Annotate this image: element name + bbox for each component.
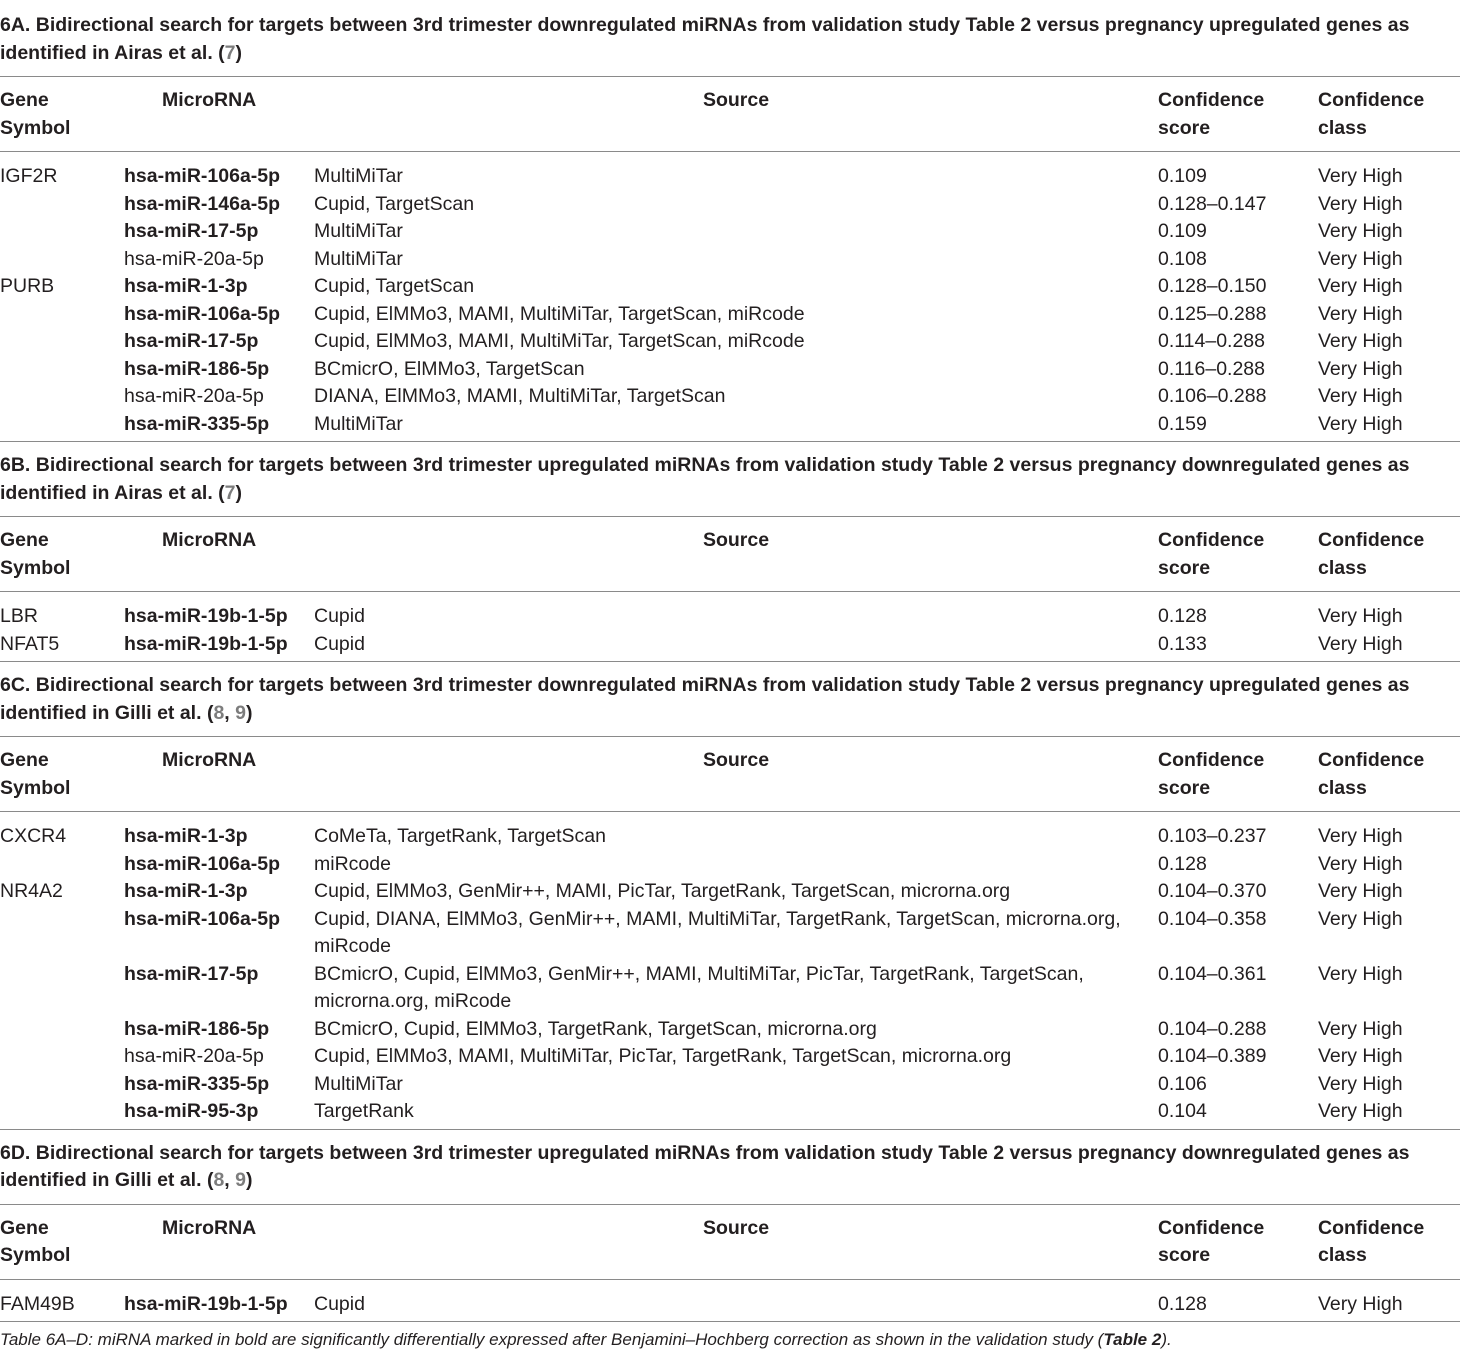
table-row — [0, 328, 1460, 356]
confidence-score-cell: 0.114–0.288 — [1158, 330, 1265, 352]
gene-symbol-cell — [0, 191, 124, 219]
source-header: Source — [702, 89, 770, 111]
table-row — [0, 592, 1460, 631]
results-table — [0, 77, 1460, 441]
source-cell: miRcode — [314, 852, 391, 875]
section-6d — [0, 1130, 1460, 1323]
header-row — [0, 1205, 1460, 1280]
confidence-score-cell: 0.128 — [1158, 852, 1207, 875]
section-title — [0, 1130, 1460, 1205]
reference-link[interactable]: 8 — [213, 1169, 225, 1191]
confidence-score-cell: 0.109 — [1158, 165, 1207, 187]
gene-symbol-cell: PURB — [0, 275, 55, 297]
confidence-class-header: Confidence class — [1318, 89, 1425, 139]
footnote-text: Table 6A–D: miRNA marked in bold are significantly differentially expressed after Benjamini–Hochberg correction as shown in the validation study ( — [0, 1330, 1104, 1349]
confidence-class-cell: Very High — [1318, 1017, 1403, 1040]
microrna-cell: hsa-miR-186-5p — [124, 357, 270, 380]
table-row — [0, 191, 1460, 219]
header-row — [0, 737, 1460, 812]
confidence-class-cell: Very High — [1318, 1072, 1403, 1095]
microrna-cell: hsa-miR-106a-5p — [124, 907, 281, 930]
confidence-score-cell: 0.125–0.288 — [1158, 302, 1267, 325]
source-cell: MultiMiTar — [314, 1072, 403, 1095]
table-row — [0, 411, 1460, 442]
reference-link[interactable]: 7 — [224, 41, 236, 64]
gene-symbol-cell — [0, 1071, 124, 1099]
title-text: ) — [235, 41, 243, 64]
confidence-score-cell: 0.106 — [1158, 1072, 1207, 1095]
confidence-class-header: Confidence class — [1318, 1216, 1425, 1266]
section-6b — [0, 442, 1460, 662]
results-table — [0, 737, 1460, 1129]
confidence-class-cell: Very High — [1318, 412, 1403, 435]
microrna-cell: hsa-miR-1-3p — [124, 880, 248, 902]
source-cell: Cupid, DIANA, ElMMo3, GenMir++, MAMI, MultiMiTar, TargetRank, TargetScan, microrna.org, miRcode — [314, 907, 1121, 957]
section-title — [0, 442, 1460, 517]
table-row — [0, 1071, 1460, 1099]
gene-symbol-cell: LBR — [0, 605, 38, 627]
table-row — [0, 152, 1460, 191]
confidence-class-cell: Very High — [1318, 220, 1403, 242]
confidence-class-cell: Very High — [1318, 880, 1403, 902]
confidence-class-cell: Very High — [1318, 605, 1403, 627]
results-table — [0, 1205, 1460, 1322]
microrna-cell: hsa-miR-17-5p — [124, 220, 259, 242]
source-header: Source — [702, 529, 770, 551]
source-cell: Cupid — [314, 632, 365, 655]
source-cell: BCmicrO, ElMMo3, TargetScan — [314, 357, 585, 380]
gene-symbol-cell — [0, 1098, 124, 1129]
gene-symbol-cell — [0, 246, 124, 274]
footnote-end: ). — [1161, 1330, 1172, 1349]
source-cell: BCmicrO, Cupid, ElMMo3, GenMir++, MAMI, MultiMiTar, PicTar, TargetRank, TargetScan, microrna.org, miRcode — [314, 962, 1084, 1012]
section-6a — [0, 0, 1460, 442]
confidence-class-cell: Very High — [1318, 825, 1403, 847]
confidence-class-cell: Very High — [1318, 165, 1403, 187]
confidence-score-cell: 0.159 — [1158, 412, 1207, 435]
reference-link[interactable]: 7 — [224, 481, 236, 504]
microrna-cell: hsa-miR-19b-1-5p — [124, 1292, 288, 1315]
gene-symbol-cell — [0, 301, 124, 329]
section-title — [0, 662, 1460, 737]
microrna-cell: hsa-miR-106a-5p — [124, 302, 281, 325]
source-cell: MultiMiTar — [314, 165, 403, 187]
source-header: Source — [702, 1216, 770, 1239]
confidence-class-cell: Very High — [1318, 385, 1403, 407]
confidence-score-cell: 0.104–0.288 — [1158, 1017, 1267, 1040]
table-row — [0, 812, 1460, 851]
microrna-cell: hsa-miR-106a-5p — [124, 852, 281, 875]
microrna-cell: hsa-miR-146a-5p — [124, 192, 281, 215]
source-cell: Cupid, ElMMo3, GenMir++, MAMI, PicTar, TargetRank, TargetScan, microrna.org — [314, 880, 1011, 902]
title-text: ) — [246, 701, 253, 724]
gene-symbol-cell — [0, 1043, 124, 1071]
title-text: , — [224, 1169, 236, 1191]
microrna-cell: hsa-miR-106a-5p — [124, 165, 281, 187]
confidence-score-cell: 0.104–0.389 — [1158, 1045, 1267, 1067]
table-row — [0, 273, 1460, 301]
confidence-score-cell: 0.104–0.370 — [1158, 880, 1267, 902]
source-cell: Cupid, ElMMo3, MAMI, MultiMiTar, TargetScan, miRcode — [314, 302, 805, 325]
title-text: ) — [235, 481, 243, 504]
source-cell: CoMeTa, TargetRank, TargetScan — [314, 825, 606, 847]
confidence-score-cell: 0.109 — [1158, 220, 1207, 242]
source-header: Source — [702, 749, 770, 771]
confidence-score-cell: 0.108 — [1158, 247, 1207, 270]
gene-symbol-cell: NR4A2 — [0, 880, 63, 902]
table-row — [0, 961, 1460, 1016]
gene-symbol-header: Gene Symbol — [0, 749, 71, 799]
source-cell: Cupid, ElMMo3, MAMI, MultiMiTar, PicTar, TargetRank, TargetScan, microrna.org — [314, 1045, 1012, 1067]
table-row — [0, 246, 1460, 274]
microrna-cell: hsa-miR-1-3p — [124, 825, 248, 847]
confidence-class-cell: Very High — [1318, 357, 1403, 380]
confidence-class-cell: Very High — [1318, 1292, 1403, 1315]
microrna-cell: hsa-miR-19b-1-5p — [124, 632, 288, 655]
confidence-class-cell: Very High — [1318, 302, 1403, 325]
table-row — [0, 383, 1460, 411]
reference-link[interactable]: 8 — [213, 701, 225, 724]
microrna-header: MicroRNA — [162, 89, 257, 111]
reference-link[interactable]: 9 — [235, 701, 246, 724]
source-cell: DIANA, ElMMo3, MAMI, MultiMiTar, TargetScan — [314, 385, 726, 407]
source-cell: BCmicrO, Cupid, ElMMo3, TargetRank, TargetScan, microrna.org — [314, 1017, 877, 1040]
section-title — [0, 0, 1460, 77]
confidence-class-cell: Very High — [1318, 852, 1403, 875]
source-cell: MultiMiTar — [314, 247, 403, 270]
results-table — [0, 517, 1460, 661]
gene-symbol-cell — [0, 411, 124, 442]
table-2-link[interactable]: Table 2 — [1103, 1330, 1162, 1349]
gene-symbol-cell — [0, 906, 124, 961]
microrna-cell: hsa-miR-95-3p — [124, 1100, 259, 1122]
microrna-header: MicroRNA — [162, 749, 257, 771]
gene-symbol-cell — [0, 1016, 124, 1044]
table-row — [0, 1098, 1460, 1129]
confidence-class-header: Confidence class — [1318, 749, 1425, 799]
gene-symbol-cell — [0, 851, 124, 879]
gene-symbol-cell: IGF2R — [0, 165, 58, 187]
table-row — [0, 1279, 1460, 1321]
title-text: , — [224, 701, 236, 724]
confidence-score-cell: 0.128 — [1158, 605, 1207, 627]
gene-symbol-cell — [0, 356, 124, 384]
confidence-class-cell: Very High — [1318, 632, 1403, 655]
confidence-score-header: Confidence score — [1158, 1216, 1265, 1266]
gene-symbol-cell — [0, 328, 124, 356]
confidence-class-cell: Very High — [1318, 192, 1403, 215]
microrna-cell: hsa-miR-20a-5p — [124, 385, 264, 407]
source-cell: TargetRank — [314, 1100, 414, 1122]
microrna-cell: hsa-miR-20a-5p — [124, 247, 264, 270]
table-row — [0, 631, 1460, 662]
source-cell: Cupid, TargetScan — [314, 275, 475, 297]
microrna-cell: hsa-miR-335-5p — [124, 412, 270, 435]
source-cell: MultiMiTar — [314, 220, 403, 242]
gene-symbol-header: Gene Symbol — [0, 1216, 71, 1266]
confidence-class-cell: Very High — [1318, 330, 1403, 352]
source-cell: Cupid — [314, 605, 365, 627]
table-row — [0, 906, 1460, 961]
confidence-class-cell: Very High — [1318, 962, 1403, 985]
gene-symbol-cell — [0, 961, 124, 1016]
confidence-class-cell: Very High — [1318, 1045, 1403, 1067]
microrna-cell: hsa-miR-17-5p — [124, 962, 259, 985]
microrna-cell: hsa-miR-19b-1-5p — [124, 605, 288, 627]
confidence-class-cell: Very High — [1318, 907, 1403, 930]
source-cell: Cupid, ElMMo3, MAMI, MultiMiTar, TargetScan, miRcode — [314, 330, 805, 352]
confidence-score-header: Confidence score — [1158, 89, 1265, 139]
source-cell: MultiMiTar — [314, 412, 403, 435]
confidence-score-cell: 0.103–0.237 — [1158, 825, 1267, 847]
title-text: ) — [246, 1169, 253, 1191]
header-row — [0, 77, 1460, 152]
confidence-score-cell: 0.106–0.288 — [1158, 385, 1267, 407]
table-footnote — [0, 1322, 1460, 1352]
header-row — [0, 517, 1460, 592]
gene-symbol-cell: NFAT5 — [0, 632, 60, 655]
confidence-class-cell: Very High — [1318, 1100, 1403, 1122]
confidence-score-header: Confidence score — [1158, 749, 1265, 799]
source-cell: Cupid, TargetScan — [314, 192, 475, 215]
table-row — [0, 1043, 1460, 1071]
title-text: 6C. Bidirectional search for targets between 3rd trimester downregulated miRNAs from validation study Table 2 versus pregnancy upregulated genes as identified in Gilli et al. ( — [0, 674, 1410, 724]
section-6c — [0, 662, 1460, 1130]
microrna-cell: hsa-miR-17-5p — [124, 330, 259, 352]
confidence-score-header: Confidence score — [1158, 529, 1265, 579]
confidence-score-cell: 0.104–0.358 — [1158, 907, 1267, 930]
confidence-score-cell: 0.128 — [1158, 1292, 1207, 1315]
confidence-score-cell: 0.116–0.288 — [1158, 357, 1265, 380]
gene-symbol-cell — [0, 218, 124, 246]
gene-symbol-cell: FAM49B — [0, 1292, 75, 1315]
gene-symbol-cell — [0, 383, 124, 411]
confidence-score-cell: 0.133 — [1158, 632, 1207, 655]
gene-symbol-cell: CXCR4 — [0, 825, 67, 847]
microrna-header: MicroRNA — [162, 1216, 257, 1239]
source-cell: Cupid — [314, 1292, 365, 1315]
confidence-score-cell: 0.128–0.147 — [1158, 192, 1267, 215]
table-row — [0, 218, 1460, 246]
gene-symbol-header: Gene Symbol — [0, 529, 71, 579]
confidence-score-cell: 0.128–0.150 — [1158, 275, 1267, 297]
microrna-cell: hsa-miR-335-5p — [124, 1072, 270, 1095]
gene-symbol-header: Gene Symbol — [0, 89, 71, 139]
title-text: 6D. Bidirectional search for targets between 3rd trimester upregulated miRNAs from validation study Table 2 versus pregnancy downregulated genes as identified in Gilli et al. ( — [0, 1141, 1410, 1191]
table-row — [0, 1016, 1460, 1044]
confidence-class-cell: Very High — [1318, 247, 1403, 270]
table-row — [0, 356, 1460, 384]
title-text: 6B. Bidirectional search for targets between 3rd trimester upregulated miRNAs from validation study Table 2 versus pregnancy downregulated genes as identified in Airas et al. ( — [0, 454, 1410, 504]
title-text: 6A. Bidirectional search for targets between 3rd trimester downregulated miRNAs from validation study Table 2 versus pregnancy upregulated genes as identified in Airas et al. ( — [0, 14, 1410, 64]
microrna-cell: hsa-miR-1-3p — [124, 275, 248, 297]
table-row — [0, 301, 1460, 329]
microrna-cell: hsa-miR-20a-5p — [124, 1045, 264, 1067]
microrna-cell: hsa-miR-186-5p — [124, 1017, 270, 1040]
confidence-score-cell: 0.104 — [1158, 1100, 1207, 1122]
table-row — [0, 878, 1460, 906]
reference-link[interactable]: 9 — [235, 1169, 246, 1191]
confidence-class-cell: Very High — [1318, 275, 1403, 297]
table-row — [0, 851, 1460, 879]
confidence-class-header: Confidence class — [1318, 529, 1425, 579]
microrna-header: MicroRNA — [162, 529, 257, 551]
confidence-score-cell: 0.104–0.361 — [1158, 962, 1267, 985]
